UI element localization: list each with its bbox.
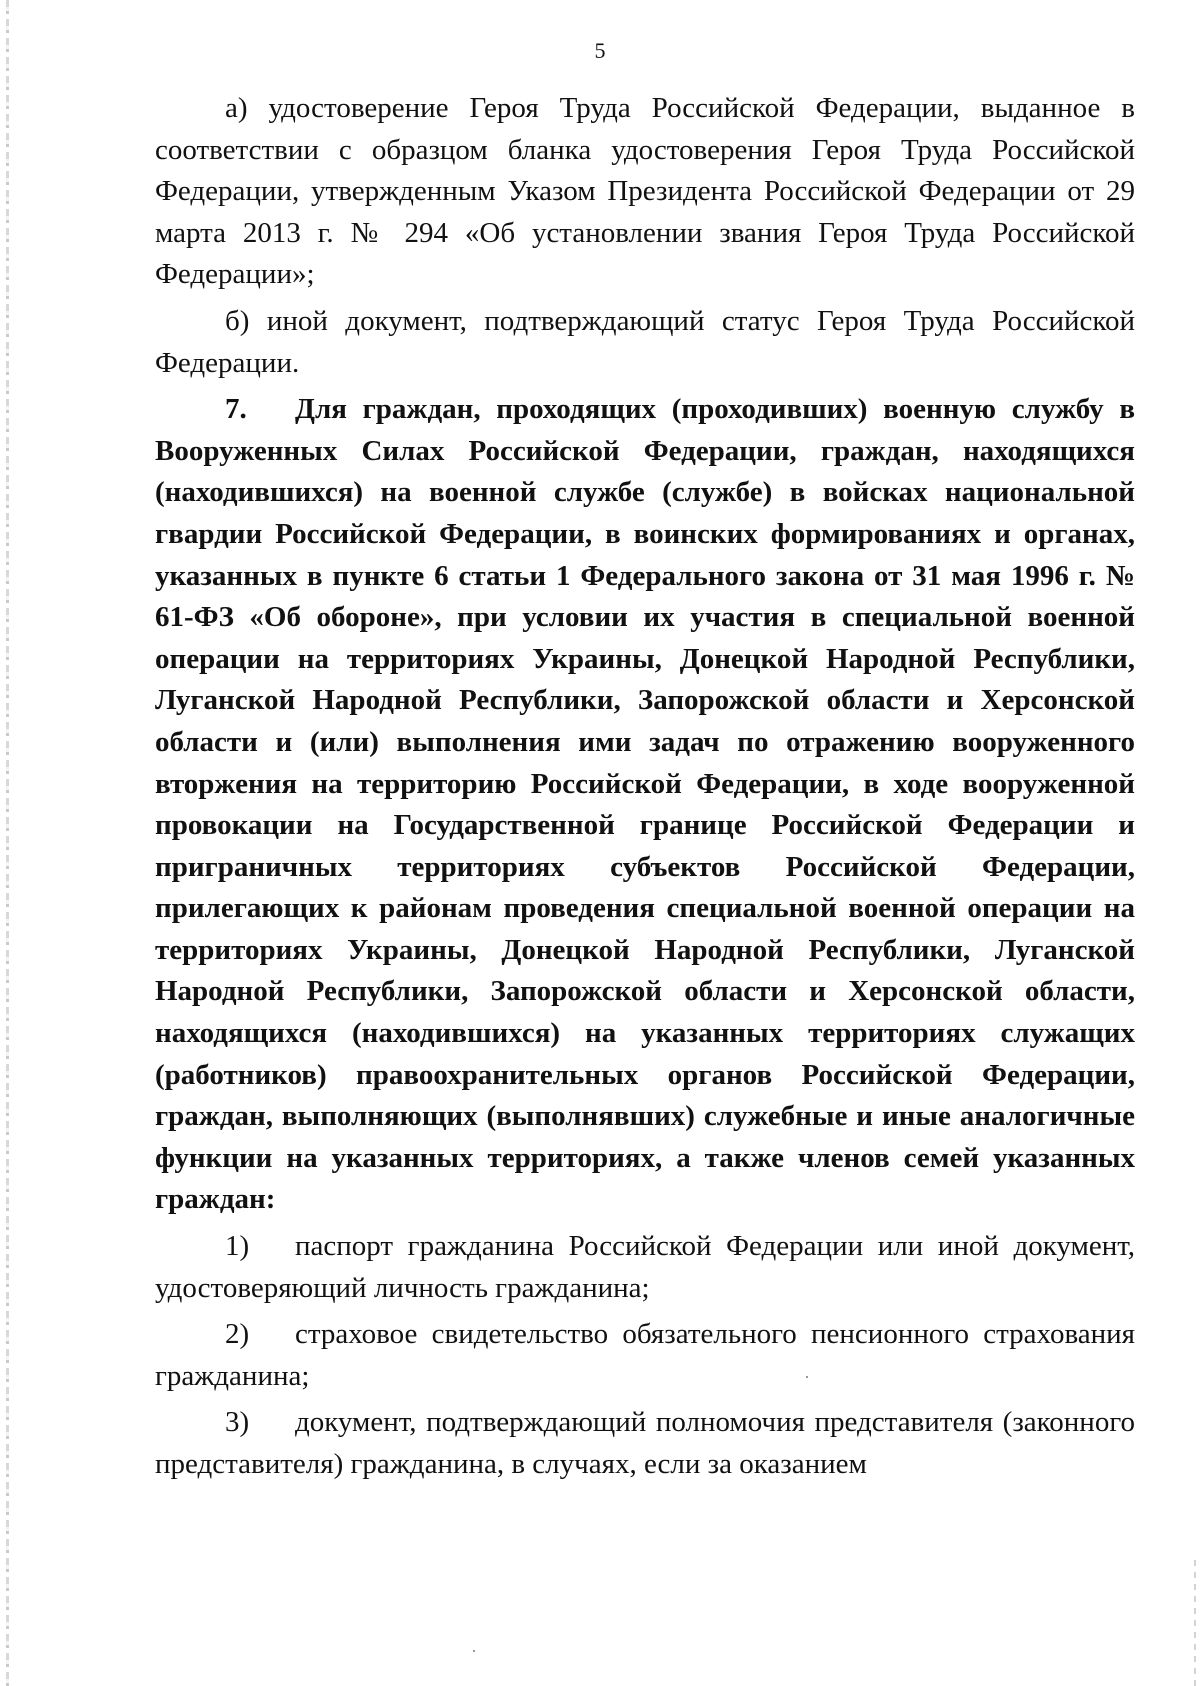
scan-edge-right xyxy=(1194,1560,1196,1686)
scan-speck xyxy=(473,1650,475,1652)
paragraph-a-text: а) удостоверение Героя Труда Российской Федерации, выданное в соответствии с образцом бланка удостоверения Героя Труда Российской Федерации, утвержденным Указом Президента Российской Федерации от 29 марта 2013 г. № 294 «Об установлении звания Героя Труда Российской Федерации»; xyxy=(155,92,1135,291)
list-item-2-text: страховое свидетельство обязательного пенсионного страхования гражданина; xyxy=(155,1318,1135,1392)
paragraph-b-text: б) иной документ, подтверждающий статус Героя Труда Российской Федерации. xyxy=(155,304,1135,379)
list-item-2 xyxy=(155,1314,1135,1397)
scan-edge-left xyxy=(6,0,9,1686)
document-body xyxy=(155,88,1135,1491)
paragraph-7-number: 7. xyxy=(225,393,247,426)
list-item-1 xyxy=(155,1226,1135,1309)
list-item-2-number: 2) xyxy=(225,1318,250,1351)
paragraph-7-text: Для граждан, проходящих (проходивших) военную службу в Вооруженных Силах Российской Федерации, граждан, находящихся (находившихся) на военной службе (службе) в войсках национальной гвардии Российской Федерации, в воинских формированиях и органах, указанных в пункте 6 статьи 1 Федерального закона от 31 мая 1996 г. № 61-ФЗ «Об обороне», при условии их участия в специальной военной операции на территориях Украины, Донецкой Народной Республики, Луганской Народной Республики, Запорожской области и Херсонской области и (или) выполнения ими задач по отражению вооруженного вторжения на территорию Российской Федерации, в ходе вооруженной провокации на Государственной границе Российской Федерации и приграничных территориях субъектов Российской Федерации, прилегающих к районам проведения специальной военной операции на территориях Украины, Донецкой Народной Республики, Луганской Народной Республики, Запорожской области и Херсонской области, находящихся (находившихся) на указанных территориях служащих (работников) правоохранительных органов Российской Федерации, граждан, выполняющих (выполнявших) служебные и иные аналогичные функции на указанных территориях, а также членов семей указанных граждан: xyxy=(155,393,1135,1216)
page-number: 5 xyxy=(594,38,606,63)
list-item-1-number: 1) xyxy=(225,1230,250,1263)
list-item-3-text: документ, подтверждающий полномочия представителя (законного представителя) гражданина, в случаях, если за оказанием xyxy=(155,1406,1135,1480)
paragraph-a xyxy=(155,88,1135,296)
paragraph-b xyxy=(155,301,1135,384)
list-item-1-text: паспорт гражданина Российской Федерации или иной документ, удостоверяющий личность гражданина; xyxy=(155,1230,1135,1304)
list-item-3-number: 3) xyxy=(225,1406,250,1439)
list-item-3 xyxy=(155,1402,1135,1485)
paragraph-7 xyxy=(155,389,1135,1221)
scan-speck xyxy=(806,1376,808,1378)
